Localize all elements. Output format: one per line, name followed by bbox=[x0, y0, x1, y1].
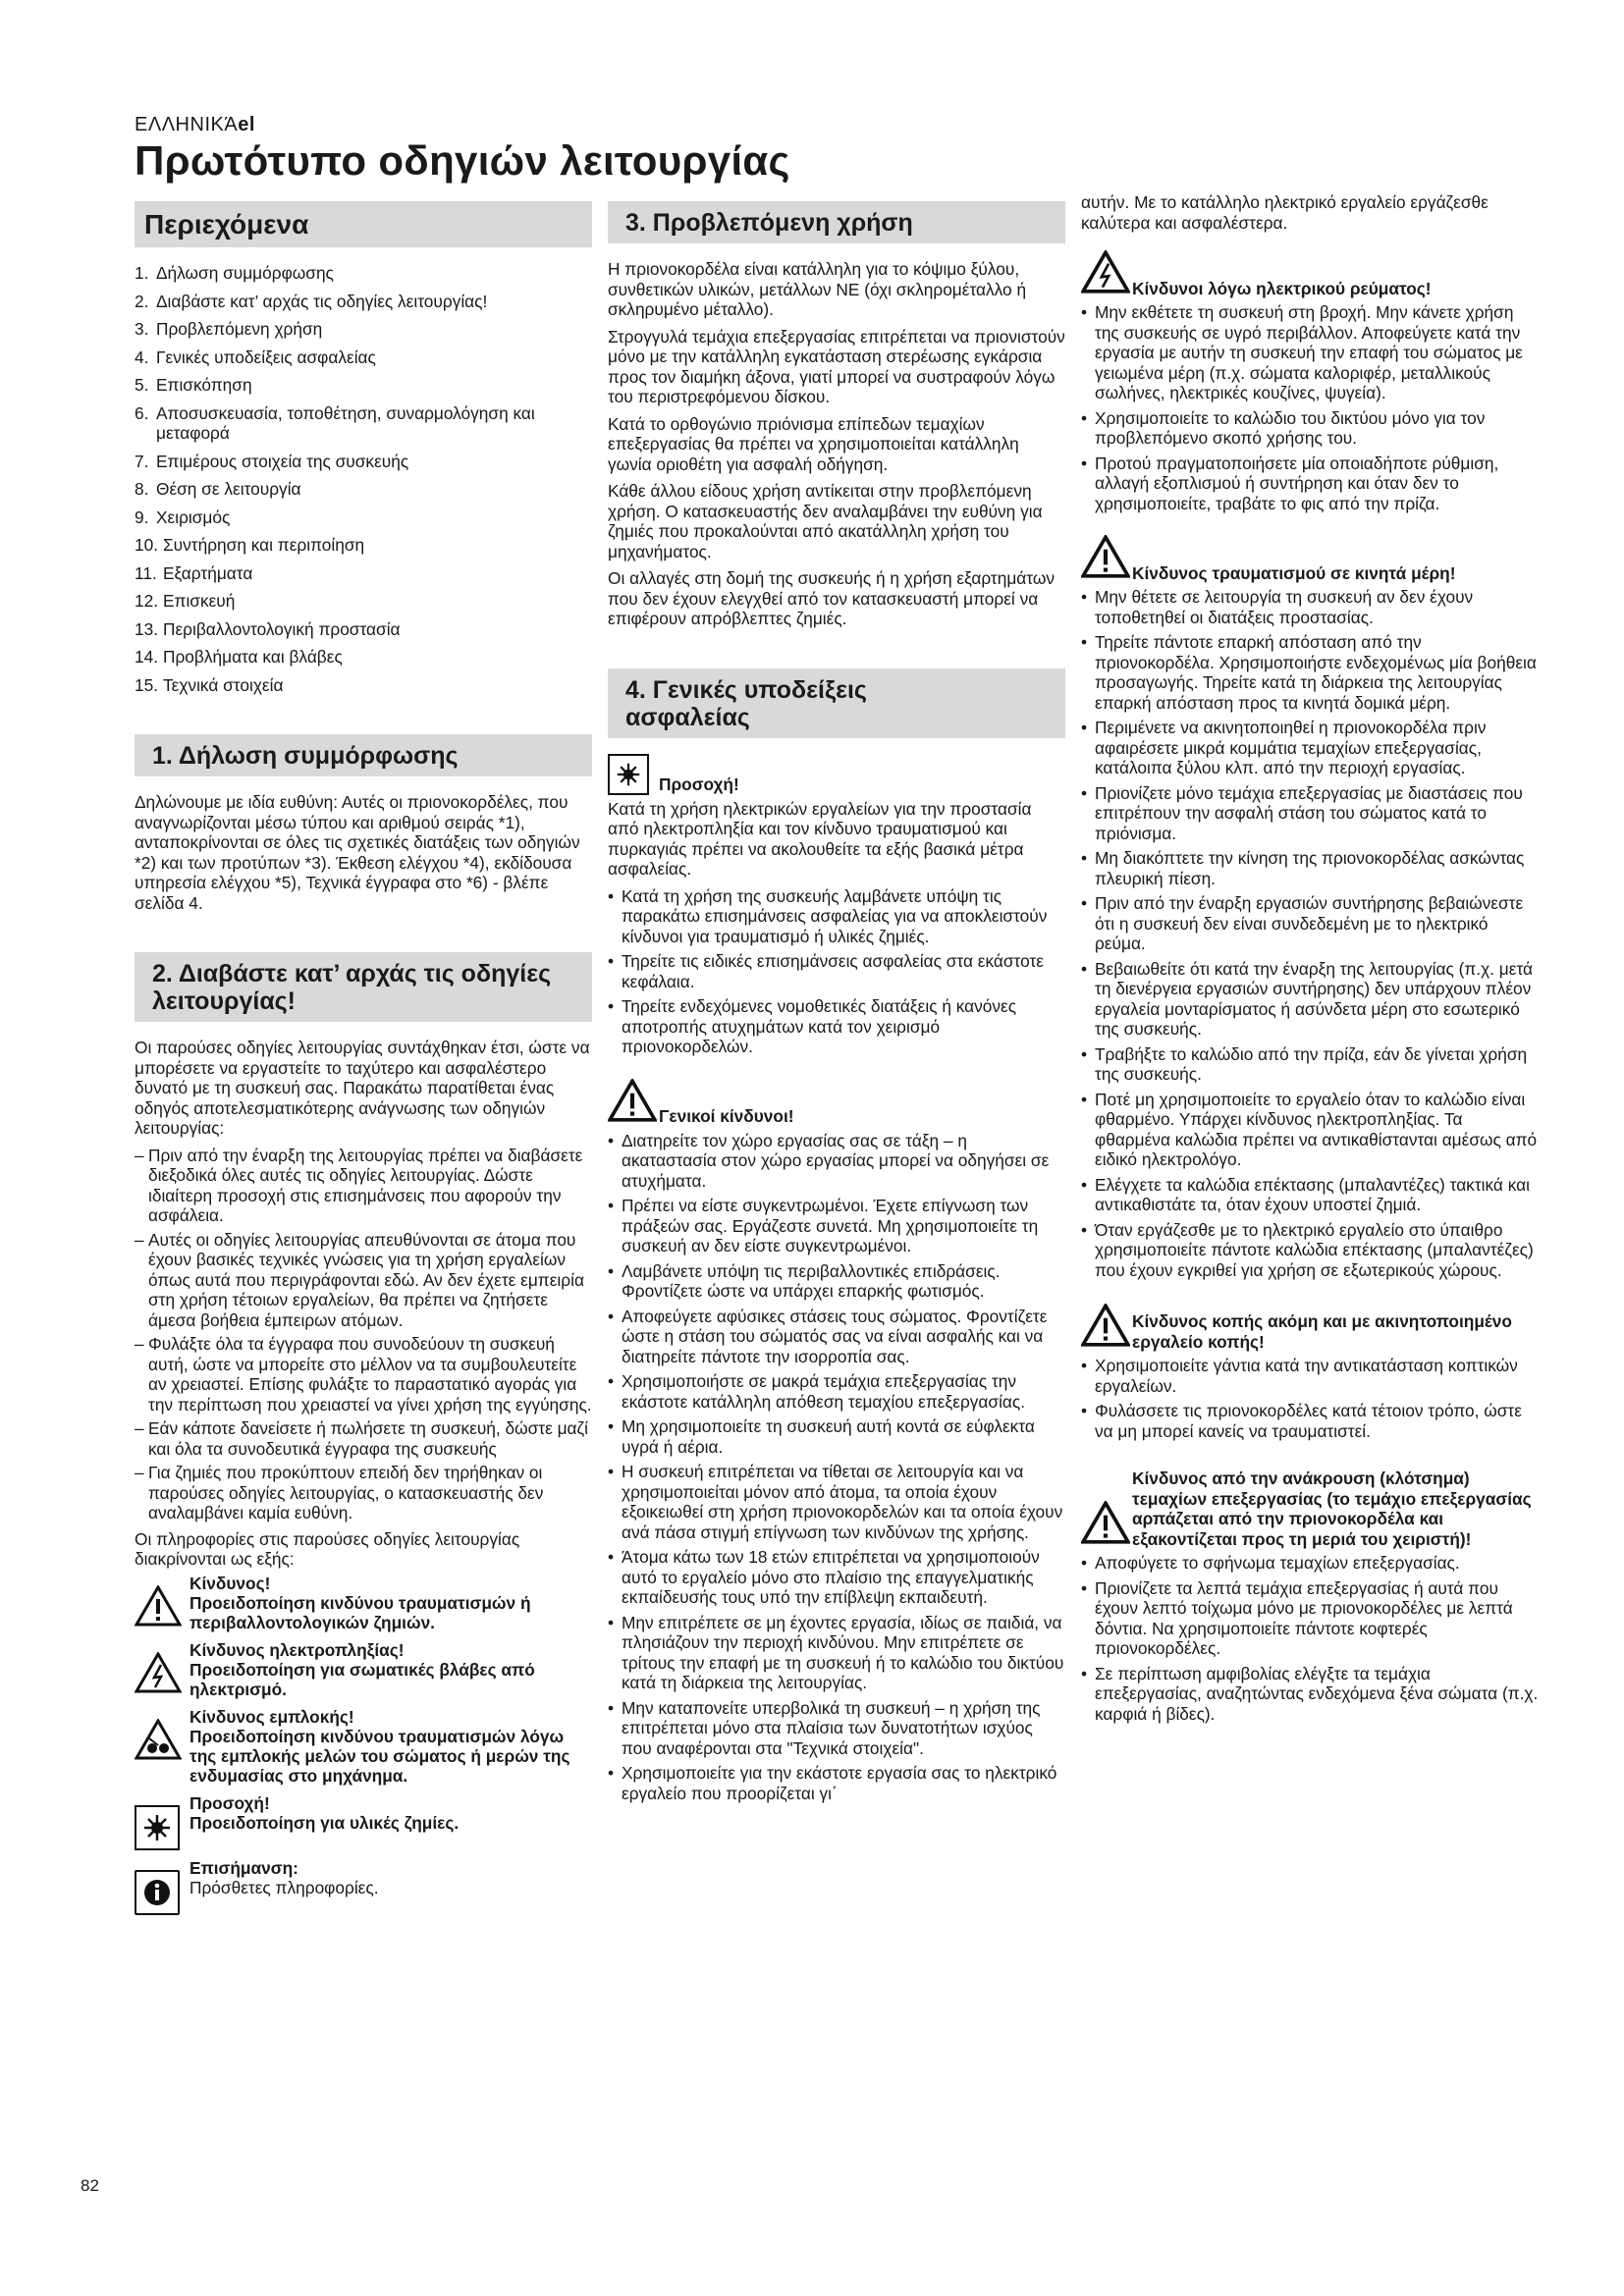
section-3-body bbox=[608, 259, 1065, 629]
legend-note-title: Επισήμανση: bbox=[189, 1857, 298, 1878]
legend-danger-desc: Προειδοποίηση κινδύνου τραυματισμών ή περιβαλλοντολογικών ζημιών. bbox=[189, 1592, 531, 1632]
section-2-heading: 2. Διαβάστε κατ’ αρχάς τις οδηγίες λειτουργίας! bbox=[135, 952, 592, 1022]
electric-shock-icon bbox=[1081, 250, 1130, 294]
warning-triangle-icon bbox=[608, 1079, 657, 1122]
electric-hazards-list bbox=[1081, 302, 1539, 513]
warning-triangle-icon bbox=[1081, 535, 1130, 578]
toc-item-title: Τεχνικά στοιχεία bbox=[163, 674, 284, 695]
toc-item-number: 3. bbox=[135, 319, 149, 340]
toc-item-title: Περιβαλλοντολογική προστασία bbox=[163, 618, 401, 639]
section-3-heading: 3. Προβλεπόμενη χρήση bbox=[608, 201, 1065, 243]
legend-attention-title: Προσοχή! bbox=[189, 1792, 270, 1813]
instruction-item: – Εάν κάποτε δανείσετε ή πωλήσετε τη συσκευή, δώστε μαζί και όλα τα συνοδευτικά έγγραφα της συσκευής bbox=[135, 1418, 592, 1459]
section-3-paragraph: Κάθε άλλου είδους χρήση αντίκειται στην προβλεπόμενη χρήση. Ο κατασκευαστής δεν αναλαμβάνει την ευθύνη για ζημιές που προκαλούνται από ακατάλληλη χρήση του μηχανήματος. bbox=[608, 481, 1043, 561]
electric-hazards-notice bbox=[1081, 250, 1539, 298]
toc-item bbox=[135, 479, 592, 500]
toc-item bbox=[135, 292, 592, 312]
legend-entangle-title: Κίνδυνος εμπλοκής! bbox=[189, 1706, 354, 1727]
column-3 bbox=[1081, 192, 1539, 1730]
cut-hazard-label: Κίνδυνος κοπής ακόμη και με ακινητοποιημένο εργαλείο κοπής! bbox=[1132, 1311, 1512, 1352]
page-number: 82 bbox=[81, 2176, 99, 2195]
toc-item bbox=[135, 675, 592, 696]
section-3-paragraph: Οι αλλαγές στη δομή της συσκευής ή η χρήση εξαρτημάτων που δεν έχουν ελεγχθεί από τον κατασκευαστή μπορεί να επιφέρουν απρόβλεπτες ζημιές. bbox=[608, 568, 1056, 628]
electric-hazards-label: Κίνδυνοι λόγω ηλεκτρικού ρεύματος! bbox=[1132, 278, 1432, 298]
toc-item-number: 5. bbox=[135, 375, 149, 396]
safety-item: • Χρησιμοποιείτε το καλώδιο του δικτύου μόνο για τον προβλεπόμενο σκοπό χρήσης του. bbox=[1081, 408, 1539, 449]
toc-item-number: 8. bbox=[135, 479, 149, 500]
electric-shock-icon bbox=[135, 1652, 182, 1693]
info-icon bbox=[135, 1870, 180, 1915]
attention-label: Προσοχή! bbox=[659, 774, 739, 794]
kickback-notice bbox=[1081, 1468, 1539, 1549]
legend-note bbox=[135, 1858, 592, 1915]
section-3-paragraph: Κατά το ορθογώνιο πριόνισμα επίπεδων τεμαχίων επεξεργασίας θα πρέπει να χρησιμοποιείται κατάλληλη γωνία οριοθέτη για ασφαλή οδήγηση. bbox=[608, 413, 1019, 474]
toc-item-title: Συντήρηση και περιποίηση bbox=[163, 535, 365, 556]
toc-list bbox=[135, 263, 592, 695]
safety-item: • Χρησιμοποιείτε για την εκάστοτε εργασία σας το ηλεκτρικό εργαλείο που προορίζεται γι΄ bbox=[608, 1763, 1065, 1803]
toc-item-number: 1. bbox=[135, 263, 149, 284]
safety-item: • Τηρείτε ενδεχόμενες νομοθετικές διατάξεις ή κανόνες αποτροπής ατυχημάτων κατά τον χειρισμό πριονοκορδελών. bbox=[608, 996, 1065, 1057]
toc-item-number: 10. bbox=[135, 535, 159, 556]
safety-item: • Μην θέτετε σε λειτουργία τη συσκευή αν δεν έχουν τοποθετηθεί οι διατάξεις προστασίας. bbox=[1081, 587, 1539, 627]
toc-item-title: Επιμέρους στοιχεία της συσκευής bbox=[156, 451, 409, 471]
safety-item: • Χρησιμοποιείτε γάντια κατά την αντικατάσταση κοπτικών εργαλείων. bbox=[1081, 1356, 1539, 1396]
safety-item: • Φυλάσσετε τις πριονοκορδέλες κατά τέτοιον τρόπο, ώστε να μη μπορεί κανείς να τραυματιστεί. bbox=[1081, 1401, 1539, 1441]
safety-item: • Αποφύγετε το σφήνωμα τεμαχίων επεξεργασίας. bbox=[1081, 1553, 1539, 1574]
toc-item bbox=[135, 263, 592, 284]
toc-item bbox=[135, 403, 592, 444]
toc-item-title: Προβλεπόμενη χρήση bbox=[156, 319, 323, 340]
safety-item: • Τηρείτε πάντοτε επαρκή απόσταση από την πριονοκορδέλα. Χρησιμοποιήστε ενδεχομένως μία βοήθεια προσαγωγής. Τηρείτε κατά τη διάρκεια της λειτουργίας επαρκή απόσταση προς τα κινητά δομικά μέρη. bbox=[1081, 632, 1539, 713]
general-hazards-notice bbox=[608, 1079, 1065, 1127]
entanglement-icon bbox=[135, 1719, 182, 1760]
legend-electric bbox=[135, 1640, 592, 1699]
toc-item-title: Προβλήματα και βλάβες bbox=[163, 647, 343, 667]
toc-item-number: 14. bbox=[135, 647, 159, 667]
toc-item-number: 15. bbox=[135, 674, 159, 695]
toc-item-title: Αποσυσκευασία, τοποθέτηση, συναρμολόγηση και μεταφορά bbox=[156, 402, 535, 444]
toc-item bbox=[135, 375, 592, 396]
instruction-item: – Φυλάξτε όλα τα έγγραφα που συνοδεύουν τη συσκευή αυτή, ώστε να μπορείτε στο μέλλον να τα συμβουλευτείτε αν χρειαστεί. Επίσης φυλάξτε το παραστατικό αγοράς για την περίπτωση που χρειαστεί να γίνει χρήση της εγγύησης. bbox=[135, 1334, 592, 1415]
kickback-label: Κίνδυνος από την ανάκρουση (κλότσημα) τεμαχίων επεξεργασίας (το τεμάχιο επεξεργασίας αρπάζεται από την πριονοκορδέλα και εξακοντίζεται προς τη μεριά του χειριστή)! bbox=[1132, 1468, 1532, 1549]
toc-item-number: 6. bbox=[135, 402, 149, 423]
document-title: Πρωτότυπο οδηγιών λειτουργίας bbox=[135, 137, 790, 184]
material-damage-icon bbox=[135, 1805, 180, 1850]
safety-item: • Μη διακόπτετε την κίνηση της πριονοκορδέλας ασκώντας πλευρική πίεση. bbox=[1081, 848, 1539, 888]
section-1-heading: 1. Δήλωση συμμόρφωσης bbox=[135, 734, 592, 776]
safety-item: • Μη χρησιμοποιείτε τη συσκευή αυτή κοντά σε εύφλεκτα υγρά ή αέρια. bbox=[608, 1416, 1065, 1457]
safety-item: • Κατά τη χρήση της συσκευής λαμβάνετε υπόψη τις παρακάτω επισημάνσεις ασφαλείας για να αποκλειστούν κίνδυνοι για τραυματισμό ή υλικές ζημιές. bbox=[608, 886, 1065, 947]
continued-text: αυτήν. Με το κατάλληλο ηλεκτρικό εργαλείο εργάζεσθε καλύτερα και ασφαλέστερα. bbox=[1081, 192, 1489, 233]
legend-attention-desc: Προειδοποίηση για υλικές ζημίες. bbox=[189, 1812, 460, 1833]
safety-item: • Άτομα κάτω των 18 ετών επιτρέπεται να χρησιμοποιούν αυτό το εργαλείο μόνο στο πλαίσιο της επαγγελματικής εκπαίδευσής τους υπό την επίβλεψη εκπαιδευτή. bbox=[608, 1547, 1065, 1608]
toc-item-title: Θέση σε λειτουργία bbox=[156, 479, 301, 500]
instruction-item: – Για ζημιές που προκύπτουν επειδή δεν τηρήθηκαν οι παρούσες οδηγίες λειτουργίας, ο κατασκευαστής δεν αναλαμβάνει καμία ευθύνη. bbox=[135, 1463, 592, 1523]
instruction-item: – Αυτές οι οδηγίες λειτουργίας απευθύνονται σε άτομα που έχουν βασικές τεχνικές γνώσεις για τη χρήση εργαλείων όπως αυτά που περιγράφονται εδώ. Αν δεν έχετε εμπειρία στη χρήση τέτοιων εργαλείων, θα πρέπει να ζητήσετε άμεσα βοήθεια έμπειρων ατόμων. bbox=[135, 1230, 592, 1331]
section-2-intro: Οι παρούσες οδηγίες λειτουργίας συντάχθηκαν έτσι, ώστε να μπορέσετε να εργαστείτε το ταχύτερο και ασφαλέστερο δυνατό με τη συσκευή σας. Παρακάτω παρατίθεται ένας οδηγός αποτελεσματικότερης ανάγνωσης των οδηγιών λειτουργίας: bbox=[135, 1038, 590, 1139]
language-tag: ΕΛΛΗΝΙΚΆel bbox=[135, 114, 255, 135]
safety-item: • Περιμένετε να ακινητοποιηθεί η πριονοκορδέλα πριν αφαιρέσετε μικρά κομμάτια τεμαχίων επεξεργασίας, κατάλοιπα ξύλου κλπ. από την περιοχή εργασίας. bbox=[1081, 718, 1539, 778]
toc-item bbox=[135, 619, 592, 640]
toc-item bbox=[135, 452, 592, 472]
safety-item: • Λαμβάνετε υπόψη τις περιβαλλοντικές επιδράσεις. Φροντίζετε ώστε να υπάρχει επαρκής φωτισμός. bbox=[608, 1261, 1065, 1302]
toc-item bbox=[135, 563, 592, 584]
legend-attention bbox=[135, 1793, 592, 1850]
safety-item: • Πρέπει να είστε συγκεντρωμένοι. Έχετε επίγνωση των πράξεών σας. Εργάζεστε συνετά. Μη χρησιμοποιείτε τη συσκευή αν δεν είστε συγκεντρωμένοι. bbox=[608, 1196, 1065, 1256]
column-2 bbox=[608, 201, 1065, 1809]
toc-item-number: 4. bbox=[135, 347, 149, 367]
warning-triangle-icon bbox=[1081, 1501, 1130, 1544]
section-2-list bbox=[135, 1146, 592, 1523]
toc-item bbox=[135, 347, 592, 368]
toc-item bbox=[135, 647, 592, 667]
toc-item-title: Επισκόπηση bbox=[156, 375, 252, 396]
toc-item-title: Γενικές υποδείξεις ασφαλείας bbox=[156, 347, 376, 367]
toc-item-number: 2. bbox=[135, 291, 149, 311]
toc-item bbox=[135, 591, 592, 612]
cut-hazard-list bbox=[1081, 1356, 1539, 1441]
toc-item-title: Χειρισμός bbox=[156, 507, 231, 527]
legend-electric-desc: Προειδοποίηση για σωματικές βλάβες από ηλεκτρισμό. bbox=[189, 1659, 535, 1699]
toc-item-number: 7. bbox=[135, 451, 149, 471]
moving-parts-label: Κίνδυνος τραυματισμού σε κινητά μέρη! bbox=[1132, 562, 1456, 583]
safety-item: • Πριονίζετε τα λεπτά τεμάχια επεξεργασίας ή αυτά που έχουν λεπτό τοίχωμα μόνο με πριονοκορδέλες με λεπτά δόντια. Να χρησιμοποιείτε πάντοτε κοφτερές πριονοκορδέλες. bbox=[1081, 1578, 1539, 1659]
toc-item-title: Εξαρτήματα bbox=[163, 562, 253, 583]
legend-intro: Οι πληροφορίες στις παρούσες οδηγίες λειτουργίας διακρίνονται ως εξής: bbox=[135, 1528, 520, 1570]
section-3-paragraph: Στρογγυλά τεμάχια επεξεργασίας επιτρέπεται να πριονιστούν μόνο με την κατάλληλη εγκατάσταση στερέωσης εγκάρσια προς τον διαμήκη άξονα, γιατί μπορεί να συστραφούν λόγω του περιστρεφόμενου δίσκου. bbox=[608, 326, 1065, 406]
toc-item-number: 12. bbox=[135, 591, 159, 612]
toc-item-title: Διαβάστε κατ’ αρχάς τις οδηγίες λειτουργίας! bbox=[156, 291, 488, 311]
safety-item: • Όταν εργάζεσθε με το ηλεκτρικό εργαλείο στο ύπαιθρο χρησιμοποιείτε πάντοτε καλώδια επέκτασης (μπαλαντέζες) που έχουν εγκριθεί για χρήση σε εξωτερικούς χώρους. bbox=[1081, 1220, 1539, 1281]
column-1 bbox=[135, 201, 592, 1923]
section-3-paragraph: Η πριονοκορδέλα είναι κατάλληλη για το κόψιμο ξύλου, συνθετικών υλικών, μετάλλων ΝΕ (όχι σκληρομέταλλο ή σκληρυμένο μέταλλο). bbox=[608, 259, 1027, 319]
safety-item: • Ελέγχετε τα καλώδια επέκτασης (μπαλαντέζες) τακτικά και αντικαθιστάτε τα, όταν έχουν υποστεί ζημιά. bbox=[1081, 1175, 1539, 1215]
legend-danger bbox=[135, 1574, 592, 1632]
attention-list bbox=[608, 886, 1065, 1057]
material-damage-icon bbox=[608, 754, 649, 795]
safety-item: • Πριονίζετε μόνο τεμάχια επεξεργασίας με διαστάσεις που επιτρέπουν την ασφαλή στάση του σώματος κατά το πριόνισμα. bbox=[1081, 783, 1539, 844]
safety-item: • Μην καταπονείτε υπερβολικά τη συσκευή – η χρήση της επιτρέπεται μόνο στα πλαίσια των δυνατοτήτων ισχύος που αναφέρονται στα "Τεχνικά στοιχεία". bbox=[608, 1698, 1065, 1759]
safety-item: • Τραβήξτε το καλώδιο από την πρίζα, εάν δε γίνεται χρήση της συσκευής. bbox=[1081, 1044, 1539, 1085]
safety-item: • Χρησιμοποιήστε σε μακρά τεμάχια επεξεργασίας την εκάστοτε κατάλληλη απόθεση τεμαχίου επεξεργασίας. bbox=[608, 1371, 1065, 1412]
toc-item-title: Δήλωση συμμόρφωσης bbox=[156, 263, 334, 284]
safety-item: • Διατηρείτε τον χώρο εργασίας σας σε τάξη – η ακαταστασία στον χώρο εργασίας μπορεί να οδηγήσει σε ατυχήματα. bbox=[608, 1131, 1065, 1192]
general-hazards-label: Γενικοί κίνδυνοι! bbox=[659, 1106, 794, 1126]
warning-triangle-icon bbox=[1081, 1304, 1130, 1347]
safety-item: • Τηρείτε τις ειδικές επισημάνσεις ασφαλείας στα εκάστοτε κεφάλαια. bbox=[608, 951, 1065, 991]
toc-item-number: 11. bbox=[135, 562, 157, 583]
symbol-legend bbox=[135, 1574, 592, 1915]
toc-heading: Περιεχόμενα bbox=[135, 201, 592, 247]
legend-electric-title: Κίνδυνος ηλεκτροπληξίας! bbox=[189, 1639, 405, 1660]
warning-triangle-icon bbox=[135, 1585, 182, 1627]
toc-item bbox=[135, 319, 592, 340]
toc-item-title: Επισκευή bbox=[163, 591, 236, 612]
moving-parts-list bbox=[1081, 587, 1539, 1280]
legend-danger-title: Κίνδυνος! bbox=[189, 1573, 271, 1593]
toc-item-number: 13. bbox=[135, 618, 159, 639]
safety-item: • Προτού πραγματοποιήσετε μία οποιαδήποτε ρύθμιση, αλλαγή εξοπλισμού ή συντήρηση και όταν δεν το χρησιμοποιείτε, τραβάτε το φις από την πρίζα. bbox=[1081, 454, 1539, 514]
toc-item bbox=[135, 507, 592, 528]
safety-item: • Βεβαιωθείτε ότι κατά την έναρξη της λειτουργίας (π.χ. μετά τη διενέργεια εργασιών συντήρησης) δεν υπάρχουν πλέον εργαλεία μονταρίσματος ή ασύνδετα μέρη στο εσωτερικό της συσκευής. bbox=[1081, 959, 1539, 1040]
safety-item: • Μην επιτρέπετε σε μη έχοντες εργασία, ιδίως σε παιδιά, να πλησιάζουν την περιοχή κινδύνου. Μην επιτρέπετε σε τρίτους την επαφή με τη συσκευή ή το καλώδιο του δικτύου κατά τη διάρκεια της λειτουργίας. bbox=[608, 1613, 1065, 1693]
safety-item: • Ποτέ μη χρησιμοποιείτε το εργαλείο όταν το καλώδιο είναι φθαρμένο. Υπάρχει κίνδυνος ηλεκτροπληξίας. Τα φθαρμένα καλώδια πρέπει να αντικαθίστανται αμέσως από ειδικό ηλεκτρολόγο. bbox=[1081, 1090, 1539, 1170]
cut-hazard-notice bbox=[1081, 1304, 1539, 1352]
attention-text: Κατά τη χρήση ηλεκτρικών εργαλείων για την προστασία από ηλεκτροπληξία και τον κίνδυνο τραυματισμού και πυρκαγιάς πρέπει να ακολουθείτε τα εξής βασικά μέτρα ασφαλείας. bbox=[608, 798, 1032, 879]
safety-item: • Η συσκευή επιτρέπεται να τίθεται σε λειτουργία και να χρησιμοποιείται μόνον από άτομα, τα οποία έχουν εξοικειωθεί στη χρήση πριονοκορδελών και τα οποία έχουν ανά πάσα στιγμή επίγνωση των κινδύνων της χρήσης. bbox=[608, 1462, 1065, 1542]
general-hazards-list bbox=[608, 1131, 1065, 1804]
toc-item bbox=[135, 535, 592, 556]
safety-item: • Αποφεύγετε αφύσικες στάσεις τους σώματος. Φροντίζετε ώστε η στάση του σώματός σας να είναι ασφαλής και να διατηρείτε πάντοτε την ισορροπία σας. bbox=[608, 1307, 1065, 1367]
safety-item: • Μην εκθέτετε τη συσκευή στη βροχή. Μην κάνετε χρήση της συσκευής σε υγρό περιβάλλον. Αποφεύγετε κατά την εργασία με αυτήν τη συσκευή την επαφή του σώματος με γειωμένα μέρη (π.χ. σώματα καλοριφέρ, μεταλλικούς σωλήνες, ηλεκτρικές κουζίνες, ψυγεία). bbox=[1081, 302, 1539, 403]
safety-item: • Πριν από την έναρξη εργασιών συντήρησης βεβαιώνεστε ότι η συσκευή δεν είναι συνδεδεμένη με το ηλεκτρικό ρεύμα. bbox=[1081, 893, 1539, 954]
safety-item: • Σε περίπτωση αμφιβολίας ελέγξτε τα τεμάχια επεξεργασίας, αναζητώντας ενδεχόμενα ξένα σώματα (π.χ. καρφιά ή βίδες). bbox=[1081, 1664, 1539, 1725]
toc-item-number: 9. bbox=[135, 507, 149, 527]
legend-entangle-desc: Προειδοποίηση κινδύνου τραυματισμών λόγω της εμπλοκής μελών του σώματος ή μερών της ενδυμασίας στο μηχάνημα. bbox=[189, 1726, 570, 1786]
section-1-text: Δηλώνουμε με ιδία ευθύνη: Αυτές οι πριονοκορδέλες, που αναγνωρίζονται μέσω τύπου και αριθμού σειράς *1), ανταποκρίνονται σε όλες τις σχετικές διατάξεις των οδηγιών *2) και των προτύπων *3). Έκθεση ελέγχου *4), εκδίδουσα υπηρεσία ελέγχου *5), Τεχνικά έγγραφα στο *6) - βλέπε σελίδα 4. bbox=[135, 792, 580, 913]
kickback-list bbox=[1081, 1553, 1539, 1724]
instruction-item: – Πριν από την έναρξη της λειτουργίας πρέπει να διαβάσετε διεξοδικά όλες αυτές τις οδηγίες λειτουργίας. Δώστε ιδιαίτερη προσοχή στις επισημάνσεις που αφορούν την ασφάλεια. bbox=[135, 1146, 592, 1226]
section-4-heading: 4. Γενικές υποδείξεις ασφαλείας bbox=[608, 668, 1065, 738]
moving-parts-notice bbox=[1081, 535, 1539, 583]
attention-notice bbox=[608, 754, 1065, 795]
legend-note-desc: Πρόσθετες πληροφορίες. bbox=[189, 1877, 379, 1897]
legend-entangle bbox=[135, 1707, 592, 1786]
